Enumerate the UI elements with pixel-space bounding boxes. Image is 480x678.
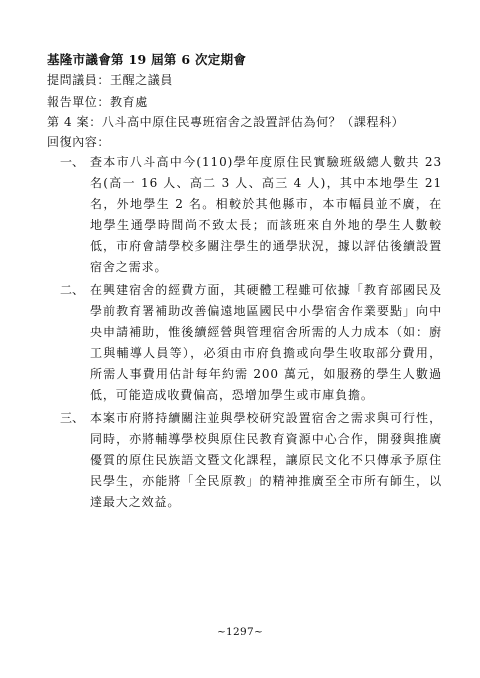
answer-number: 二、 <box>60 283 85 297</box>
reply-label: 回復內容： <box>47 135 111 149</box>
case-line: 第 4 案：八斗高中原住民專班宿舍之設置評估為何？（課程科） <box>47 115 405 129</box>
questioner-line: 提問議員：王醒之議員 <box>47 73 174 87</box>
reporting-unit-line: 報告單位：教育處 <box>47 95 148 109</box>
answer-item <box>60 408 442 513</box>
answer-item <box>60 280 442 406</box>
answer-list <box>60 152 442 515</box>
answer-text: 本案市府將持續關注並與學校研究設置宿舍之需求與可行性，同時，亦將輔導學校與原住民教育資源中心合作，開發與推廣優質的原住民族語文暨文化課程，讓原民文化不只傳承予原住民學生，亦能將「全民原教」的精神推廣至全市所有師生，以達最大之效益。 <box>90 411 442 509</box>
answer-item <box>60 152 442 278</box>
answer-number: 三、 <box>60 411 85 425</box>
answer-number: 一、 <box>60 155 85 169</box>
answer-text: 在興建宿舍的經費方面，其硬體工程雖可依據「教育部國民及學前教育署補助改善偏遠地區國民中小學宿舍作業要點」向中央申請補助，惟後續經營與管理宿舍所需的人力成本（如：廚工與輔導人員等），必須由市府負擔或向學生收取部分費用，所需人事費用估計每年約需 200 萬元，如服務的學生人數過低，可能造成收費偏高，恐增加學生或市庫負擔。 <box>90 283 442 402</box>
document-title: 基隆市議會第 19 屆第 6 次定期會 <box>47 52 247 67</box>
answer-text: 查本市八斗高中今(110)學年度原住民實驗班級總人數共 23 名(高一 16 人、高二 3 人、高三 4 人)，其中本地學生 21 名，外地學生 2 名。相較於其他縣市，本市幅員並不廣，在地學生通學時間尚不致太長；而該班來自外地的學生人數較低，市府會請學校多關注學生的通學狀況，據以評估後續設置宿舍之需求。 <box>90 155 442 274</box>
page-number: ~1297~ <box>216 626 264 638</box>
